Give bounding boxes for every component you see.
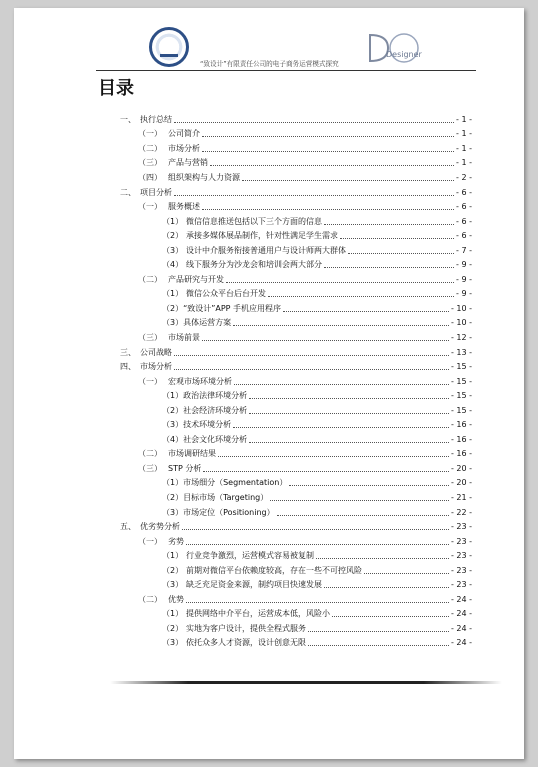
toc-entry[interactable] (120, 185, 472, 200)
toc-entry-page: - 24 - (450, 638, 472, 648)
toc-entry-number: 二、 (120, 187, 136, 197)
toc-leader-dots (242, 180, 454, 181)
toc-entry-number: 五、 (120, 522, 136, 532)
page-title: 目录 (98, 78, 134, 99)
toc-entry-number: （2） (162, 565, 184, 575)
toc-entry-page: - 23 - (450, 565, 472, 575)
toc-entry-page: - 1 - (456, 129, 472, 139)
toc-entry-number: （二） (138, 594, 162, 604)
toc-entry-label: 微信公众平台后台开发 (186, 289, 266, 299)
toc-entry-label: 产品研究与开发 (168, 274, 224, 284)
toc-entry-number: （一） (138, 536, 162, 546)
toc-entry[interactable] (120, 432, 472, 447)
toc-leader-dots (268, 296, 454, 297)
toc-leader-dots (324, 267, 454, 268)
toc-entry[interactable] (120, 548, 472, 563)
toc-leader-dots (186, 602, 449, 603)
toc-entry-number: （1） (162, 391, 184, 401)
toc-entry-page: - 6 - (456, 187, 472, 197)
toc-entry-page: - 9 - (456, 289, 472, 299)
toc-entry-label: 宏观市场环境分析 (168, 376, 232, 386)
toc-leader-dots (289, 485, 449, 486)
toc-entry-label: 政治法律环境分析 (183, 391, 248, 401)
toc-entry-number: （四） (138, 172, 162, 182)
toc-leader-dots (324, 587, 449, 588)
toc-entry-label: STP 分析 (168, 463, 202, 473)
toc-leader-dots (277, 515, 449, 516)
toc-entry-page: - 10 - (450, 303, 472, 313)
toc-entry[interactable] (120, 374, 472, 389)
toc-entry-number: （3） (162, 507, 184, 517)
toc-entry[interactable] (120, 141, 472, 156)
toc-leader-dots (174, 355, 449, 356)
toc-entry-number: 一、 (120, 114, 136, 124)
toc-entry-page: - 1 - (456, 143, 472, 153)
toc-entry-number: （2） (162, 405, 184, 415)
toc-entry-number: （3） (162, 420, 184, 430)
toc-leader-dots (332, 616, 449, 617)
toc-entry-page: - 16 - (450, 434, 472, 444)
toc-entry-page: - 7 - (456, 245, 472, 255)
toc-entry-label: 市场分析 (168, 143, 200, 153)
toc-entry-label: 项目分析 (140, 187, 172, 197)
toc-entry[interactable] (120, 403, 472, 418)
toc-entry[interactable] (120, 127, 472, 142)
toc-entry-number: （二） (138, 449, 162, 459)
toc-leader-dots (324, 224, 454, 225)
toc-leader-dots (182, 529, 449, 530)
toc-leader-dots (202, 151, 454, 152)
toc-entry-page: - 23 - (450, 536, 472, 546)
toc-entry-number: （2） (162, 623, 184, 633)
toc-entry-page: - 24 - (450, 609, 472, 619)
toc-entry[interactable] (120, 257, 472, 272)
toc-entry-page: - 20 - (450, 478, 472, 488)
toc-entry[interactable] (120, 214, 472, 229)
toc-entry-label: 技术环境分析 (183, 420, 232, 430)
toc-entry-page: - 15 - (450, 376, 472, 386)
toc-entry[interactable] (120, 170, 472, 185)
toc-entry-number: （2） (162, 492, 184, 502)
toc-entry[interactable] (120, 388, 472, 403)
toc-entry[interactable] (120, 607, 472, 622)
toc-entry[interactable] (120, 228, 472, 243)
toc-entry-number: （1） (162, 216, 184, 226)
toc-leader-dots (226, 282, 454, 283)
toc-entry-label: 服务概述 (168, 202, 200, 212)
toc-leader-dots (364, 573, 449, 574)
toc-entry[interactable] (120, 345, 472, 360)
toc-leader-dots (210, 165, 454, 166)
toc-entry-label: 实地为客户设计，提供全程式服务 (186, 623, 306, 633)
toc-entry-page: - 1 - (456, 114, 472, 124)
toc-leader-dots (174, 195, 454, 196)
toc-entry[interactable] (120, 112, 472, 127)
toc-entry-number: （一） (138, 202, 162, 212)
toc-entry-number: （2） (162, 231, 184, 241)
toc-entry-number: 三、 (120, 347, 136, 357)
toc-entry-label: 市场细分（Segmentation） (183, 478, 288, 488)
toc-entry-label: 优势 (168, 594, 184, 604)
toc-entry[interactable] (120, 243, 472, 258)
toc-entry-page: - 9 - (456, 274, 472, 284)
toc-leader-dots (203, 471, 449, 472)
toc-entry-number: （1） (162, 609, 184, 619)
toc-entry-label: 具体运营方案 (183, 318, 232, 328)
toc-entry-page: - 1 - (456, 158, 472, 168)
toc-entry[interactable] (120, 578, 472, 593)
toc-entry-label: 执行总结 (140, 114, 172, 124)
toc-entry-label: 组织架构与人力资源 (168, 172, 240, 182)
toc-entry-number: （3） (162, 638, 184, 648)
toc-leader-dots (348, 253, 454, 254)
header-rule (96, 70, 476, 71)
toc-leader-dots (249, 398, 449, 399)
toc-entry-number: （3） (162, 318, 184, 328)
toc-entry-page: - 23 - (450, 580, 472, 590)
toc-entry[interactable] (120, 199, 472, 214)
toc-entry-number: （三） (138, 463, 162, 473)
toc-entry-page: - 16 - (450, 420, 472, 430)
toc-entry[interactable] (120, 447, 472, 462)
toc-entry-page: - 21 - (450, 492, 472, 502)
toc-entry[interactable] (120, 534, 472, 549)
toc-entry-label: 市场分析 (140, 362, 172, 372)
toc-entry-number: （1） (162, 478, 184, 488)
toc-entry-number: （4） (162, 260, 184, 270)
toc-entry-label: 市场定位（Positioning） (183, 507, 275, 517)
toc-entry-page: - 15 - (450, 405, 472, 415)
toc-entry-page: - 15 - (450, 362, 472, 372)
toc-entry[interactable] (120, 359, 472, 374)
toc-entry-label: 目标市场（Targeting） (183, 492, 269, 502)
toc-entry-label: 社会经济环境分析 (183, 405, 248, 415)
toc-entry-number: （三） (138, 332, 162, 342)
toc-entry-label: 公司战略 (140, 347, 172, 357)
toc-leader-dots (202, 136, 454, 137)
toc-leader-dots (186, 544, 449, 545)
table-of-contents (120, 112, 472, 650)
toc-entry-page: - 6 - (456, 202, 472, 212)
toc-leader-dots (283, 311, 449, 312)
university-seal-logo (149, 27, 189, 67)
toc-leader-dots (308, 645, 449, 646)
toc-entry-number: （3） (162, 245, 184, 255)
toc-entry-page: - 12 - (450, 332, 472, 342)
toc-entry-label: 优劣势分析 (140, 522, 180, 532)
toc-leader-dots (249, 442, 449, 443)
toc-leader-dots (174, 122, 454, 123)
toc-leader-dots (174, 369, 449, 370)
toc-entry[interactable] (120, 461, 472, 476)
toc-entry[interactable] (120, 563, 472, 578)
toc-entry[interactable] (120, 301, 472, 316)
toc-leader-dots (270, 500, 449, 501)
toc-entry[interactable] (120, 621, 472, 636)
toc-entry-page: - 24 - (450, 623, 472, 633)
toc-entry-label: 前期对微信平台依赖度较高，存在一些不可控风险 (186, 565, 362, 575)
toc-entry-label: 行业竞争激烈，运营模式容易被复制 (186, 551, 314, 561)
toc-leader-dots (308, 631, 449, 632)
toc-entry-label: 依托众多人才资源，设计创意无限 (186, 638, 306, 648)
toc-entry-page: - 2 - (456, 172, 472, 182)
toc-leader-dots (340, 238, 454, 239)
toc-entry[interactable] (120, 592, 472, 607)
toc-entry-label: 市场调研结果 (168, 449, 216, 459)
toc-entry-number: （1） (162, 289, 184, 299)
toc-entry-label: 市场前景 (168, 332, 200, 342)
toc-entry-number: （一） (138, 376, 162, 386)
toc-entry[interactable] (120, 417, 472, 432)
toc-entry-number: （一） (138, 129, 162, 139)
header-title: “致设计”有限责任公司的电子商务运营模式探究 (200, 60, 339, 68)
toc-entry-label: 线下服务分为沙龙会和培训会两大部分 (186, 260, 322, 270)
footer-rule (110, 681, 502, 684)
toc-entry[interactable] (120, 316, 472, 331)
toc-entry-number: （2） (162, 303, 184, 313)
toc-entry-page: - 10 - (450, 318, 472, 328)
toc-leader-dots (218, 456, 449, 457)
toc-entry[interactable] (120, 505, 472, 520)
toc-entry-label: 设计中介服务衔接普通用户与设计师两大群体 (186, 245, 346, 255)
toc-entry-page: - 6 - (456, 231, 472, 241)
toc-leader-dots (233, 427, 449, 428)
toc-entry-label: 劣势 (168, 536, 184, 546)
toc-entry-page: - 13 - (450, 347, 472, 357)
toc-entry-page: - 24 - (450, 594, 472, 604)
toc-entry[interactable] (120, 636, 472, 651)
toc-entry-label: 缺乏充足资金来源，制约项目快速发展 (186, 580, 322, 590)
toc-leader-dots (234, 384, 449, 385)
document-page (14, 8, 524, 759)
toc-entry-number: （二） (138, 274, 162, 284)
toc-entry-label: 社会文化环境分析 (183, 434, 248, 444)
toc-entry[interactable] (120, 272, 472, 287)
toc-entry-number: 四、 (120, 362, 136, 372)
designer-logo-text: Designer (386, 50, 422, 59)
toc-entry-page: - 16 - (450, 449, 472, 459)
toc-entry[interactable] (120, 330, 472, 345)
toc-entry-number: （4） (162, 434, 184, 444)
toc-leader-dots (316, 558, 449, 559)
toc-entry-number: （1） (162, 551, 184, 561)
toc-leader-dots (233, 325, 449, 326)
toc-entry-page: - 23 - (450, 522, 472, 532)
toc-entry-number: （3） (162, 580, 184, 590)
toc-entry-label: 产品与营销 (168, 158, 208, 168)
toc-entry[interactable] (120, 156, 472, 171)
toc-entry-page: - 22 - (450, 507, 472, 517)
toc-entry-label: 承接多媒体展品制作，针对性满足学生需求 (186, 231, 338, 241)
toc-entry-label: 公司简介 (168, 129, 200, 139)
toc-entry[interactable] (120, 476, 472, 491)
toc-entry-label: 提供网络中介平台，运营成本低，风险小 (186, 609, 330, 619)
toc-leader-dots (249, 413, 449, 414)
toc-entry-page: - 20 - (450, 463, 472, 473)
toc-entry[interactable] (120, 490, 472, 505)
toc-entry[interactable] (120, 287, 472, 302)
toc-entry-number: （二） (138, 143, 162, 153)
toc-entry-page: - 9 - (456, 260, 472, 270)
toc-entry-label: “致设计”APP 手机应用程序 (183, 303, 282, 313)
toc-entry-number: （三） (138, 158, 162, 168)
toc-entry[interactable] (120, 519, 472, 534)
toc-leader-dots (202, 340, 449, 341)
toc-entry-page: - 6 - (456, 216, 472, 226)
toc-entry-page: - 15 - (450, 391, 472, 401)
toc-leader-dots (202, 209, 454, 210)
toc-entry-label: 微信信息推送包括以下三个方面的信息 (186, 216, 322, 226)
toc-entry-page: - 23 - (450, 551, 472, 561)
